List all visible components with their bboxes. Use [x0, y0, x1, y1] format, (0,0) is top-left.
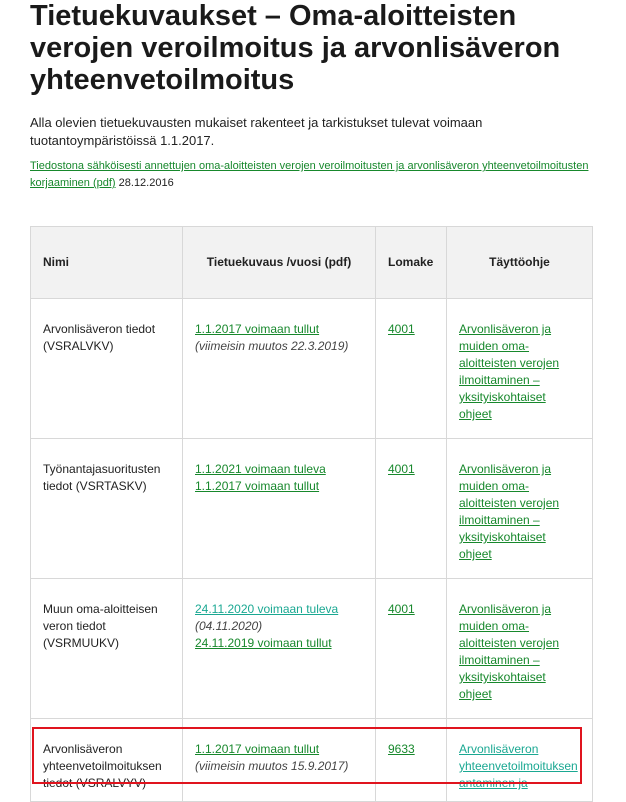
- description-link[interactable]: 24.11.2019 voimaan tullut: [195, 636, 332, 650]
- guide-link[interactable]: Arvonlisäveron ja muiden oma-aloitteisten verojen ilmoittaminen – yksityiskohtaiset ohjeet: [459, 462, 560, 561]
- table-header-row: [31, 227, 593, 299]
- cell-form: [376, 299, 447, 439]
- cell-description: [183, 439, 376, 579]
- cell-guide: [447, 299, 593, 439]
- page-title: Tietuekuvaukset – Oma-aloitteisten verojen veroilmoitus ja arvonlisäveron yhteenvetoilmoitus: [30, 0, 561, 96]
- cell-description: [183, 299, 376, 439]
- cell-name: Arvonlisäveron tiedot (VSRALVKV): [31, 299, 183, 439]
- record-descriptions-table: [30, 226, 593, 802]
- header-guide: Täyttöohje: [447, 227, 593, 299]
- form-link[interactable]: 9633: [388, 742, 415, 756]
- cell-guide: [447, 719, 593, 802]
- intro-text: Alla olevien tietuekuvausten mukaiset rakenteet ja tarkistukset tulevat voimaan tuotantoympäristöissä 1.1.2017.: [30, 115, 483, 148]
- description-link[interactable]: 1.1.2021 voimaan tuleva: [195, 462, 326, 476]
- header-form: Lomake: [376, 227, 447, 299]
- table-row: [31, 439, 593, 579]
- cell-name: Muun oma-aloitteisen veron tiedot (VSRMUUKV): [31, 579, 183, 719]
- doc-date: 28.12.2016: [115, 177, 174, 189]
- cell-description: [183, 579, 376, 719]
- guide-link[interactable]: Arvonlisäveron yhteenvetoilmoituksen antaminen ja: [459, 742, 578, 790]
- description-note: (04.11.2020): [195, 619, 263, 633]
- description-link[interactable]: 24.11.2020 voimaan tuleva: [195, 602, 339, 616]
- table-row: [31, 719, 593, 802]
- cell-name: Arvonlisäveron yhteenvetoilmoituksen tiedot (VSRALVYV): [31, 719, 183, 802]
- cell-form: [376, 719, 447, 802]
- description-note: (viimeisin muutos 15.9.2017): [195, 759, 349, 773]
- cell-guide: [447, 579, 593, 719]
- form-link[interactable]: 4001: [388, 322, 415, 336]
- correction-pdf-link[interactable]: Tiedostona sähköisesti annettujen oma-aloitteisten verojen veroilmoitusten ja arvonlisäveron yhteenvetoilmoitusten korjaaminen (pdf): [30, 160, 589, 189]
- cell-form: [376, 579, 447, 719]
- doc-link-paragraph: [30, 158, 590, 192]
- header-description: Tietuekuvaus /vuosi (pdf): [183, 227, 376, 299]
- guide-link[interactable]: Arvonlisäveron ja muiden oma-aloitteisten verojen ilmoittaminen – yksityiskohtaiset ohjeet: [459, 602, 560, 701]
- form-link[interactable]: 4001: [388, 462, 415, 476]
- cell-form: [376, 439, 447, 579]
- header-name: Nimi: [31, 227, 183, 299]
- description-note: (viimeisin muutos 22.3.2019): [195, 339, 349, 353]
- cell-guide: [447, 439, 593, 579]
- table-row: [31, 579, 593, 719]
- description-link[interactable]: 1.1.2017 voimaan tullut: [195, 742, 320, 756]
- form-link[interactable]: 4001: [388, 602, 415, 616]
- description-link[interactable]: 1.1.2017 voimaan tullut: [195, 479, 320, 493]
- cell-description: [183, 719, 376, 802]
- cell-name: Työnantajasuoritusten tiedot (VSRTASKV): [31, 439, 183, 579]
- description-link[interactable]: 1.1.2017 voimaan tullut: [195, 322, 320, 336]
- table-row: [31, 299, 593, 439]
- guide-link[interactable]: Arvonlisäveron ja muiden oma-aloitteisten verojen ilmoittaminen – yksityiskohtaiset ohjeet: [459, 322, 560, 421]
